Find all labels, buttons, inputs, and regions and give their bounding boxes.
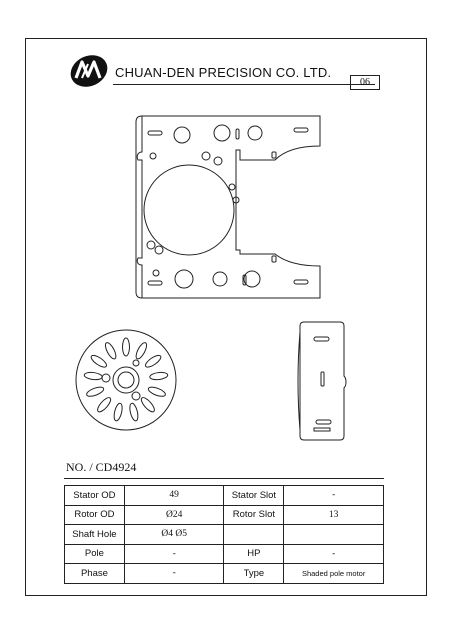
spec-value: Ø4 Ø5 — [124, 525, 224, 545]
spec-value: - — [284, 486, 384, 506]
spec-label: Phase — [65, 564, 125, 584]
model-rule — [64, 478, 384, 479]
spec-label — [224, 525, 284, 545]
spec-value: Shaded pole motor — [284, 564, 384, 584]
page-number: 06 — [350, 75, 380, 90]
spec-table — [64, 485, 384, 584]
spec-label: Stator Slot — [224, 486, 284, 506]
spec-label: Rotor Slot — [224, 505, 284, 525]
spec-value: - — [124, 564, 224, 584]
spec-label: Stator OD — [65, 486, 125, 506]
spec-value: 13 — [284, 505, 384, 525]
spec-value: 49 — [124, 486, 224, 506]
spec-row — [65, 525, 384, 545]
spec-row — [65, 544, 384, 564]
rotor-lamination-drawing — [76, 330, 176, 430]
model-number: NO. / CD4924 — [66, 460, 137, 474]
spec-value: - — [284, 544, 384, 564]
spec-label: Rotor OD — [65, 505, 125, 525]
company-name: CHUAN-DEN PRECISION CO. LTD. — [115, 65, 332, 80]
pole-piece-drawing — [298, 322, 346, 440]
spec-row — [65, 564, 384, 584]
spec-value: Ø24 — [124, 505, 224, 525]
spec-row — [65, 505, 384, 525]
spec-label: Shaft Hole — [65, 525, 125, 545]
stator-lamination-drawing — [136, 116, 320, 298]
spec-value — [284, 525, 384, 545]
spec-label: Type — [224, 564, 284, 584]
spec-label: HP — [224, 544, 284, 564]
spec-value: - — [124, 544, 224, 564]
spec-row — [65, 486, 384, 506]
spec-label: Pole — [65, 544, 125, 564]
